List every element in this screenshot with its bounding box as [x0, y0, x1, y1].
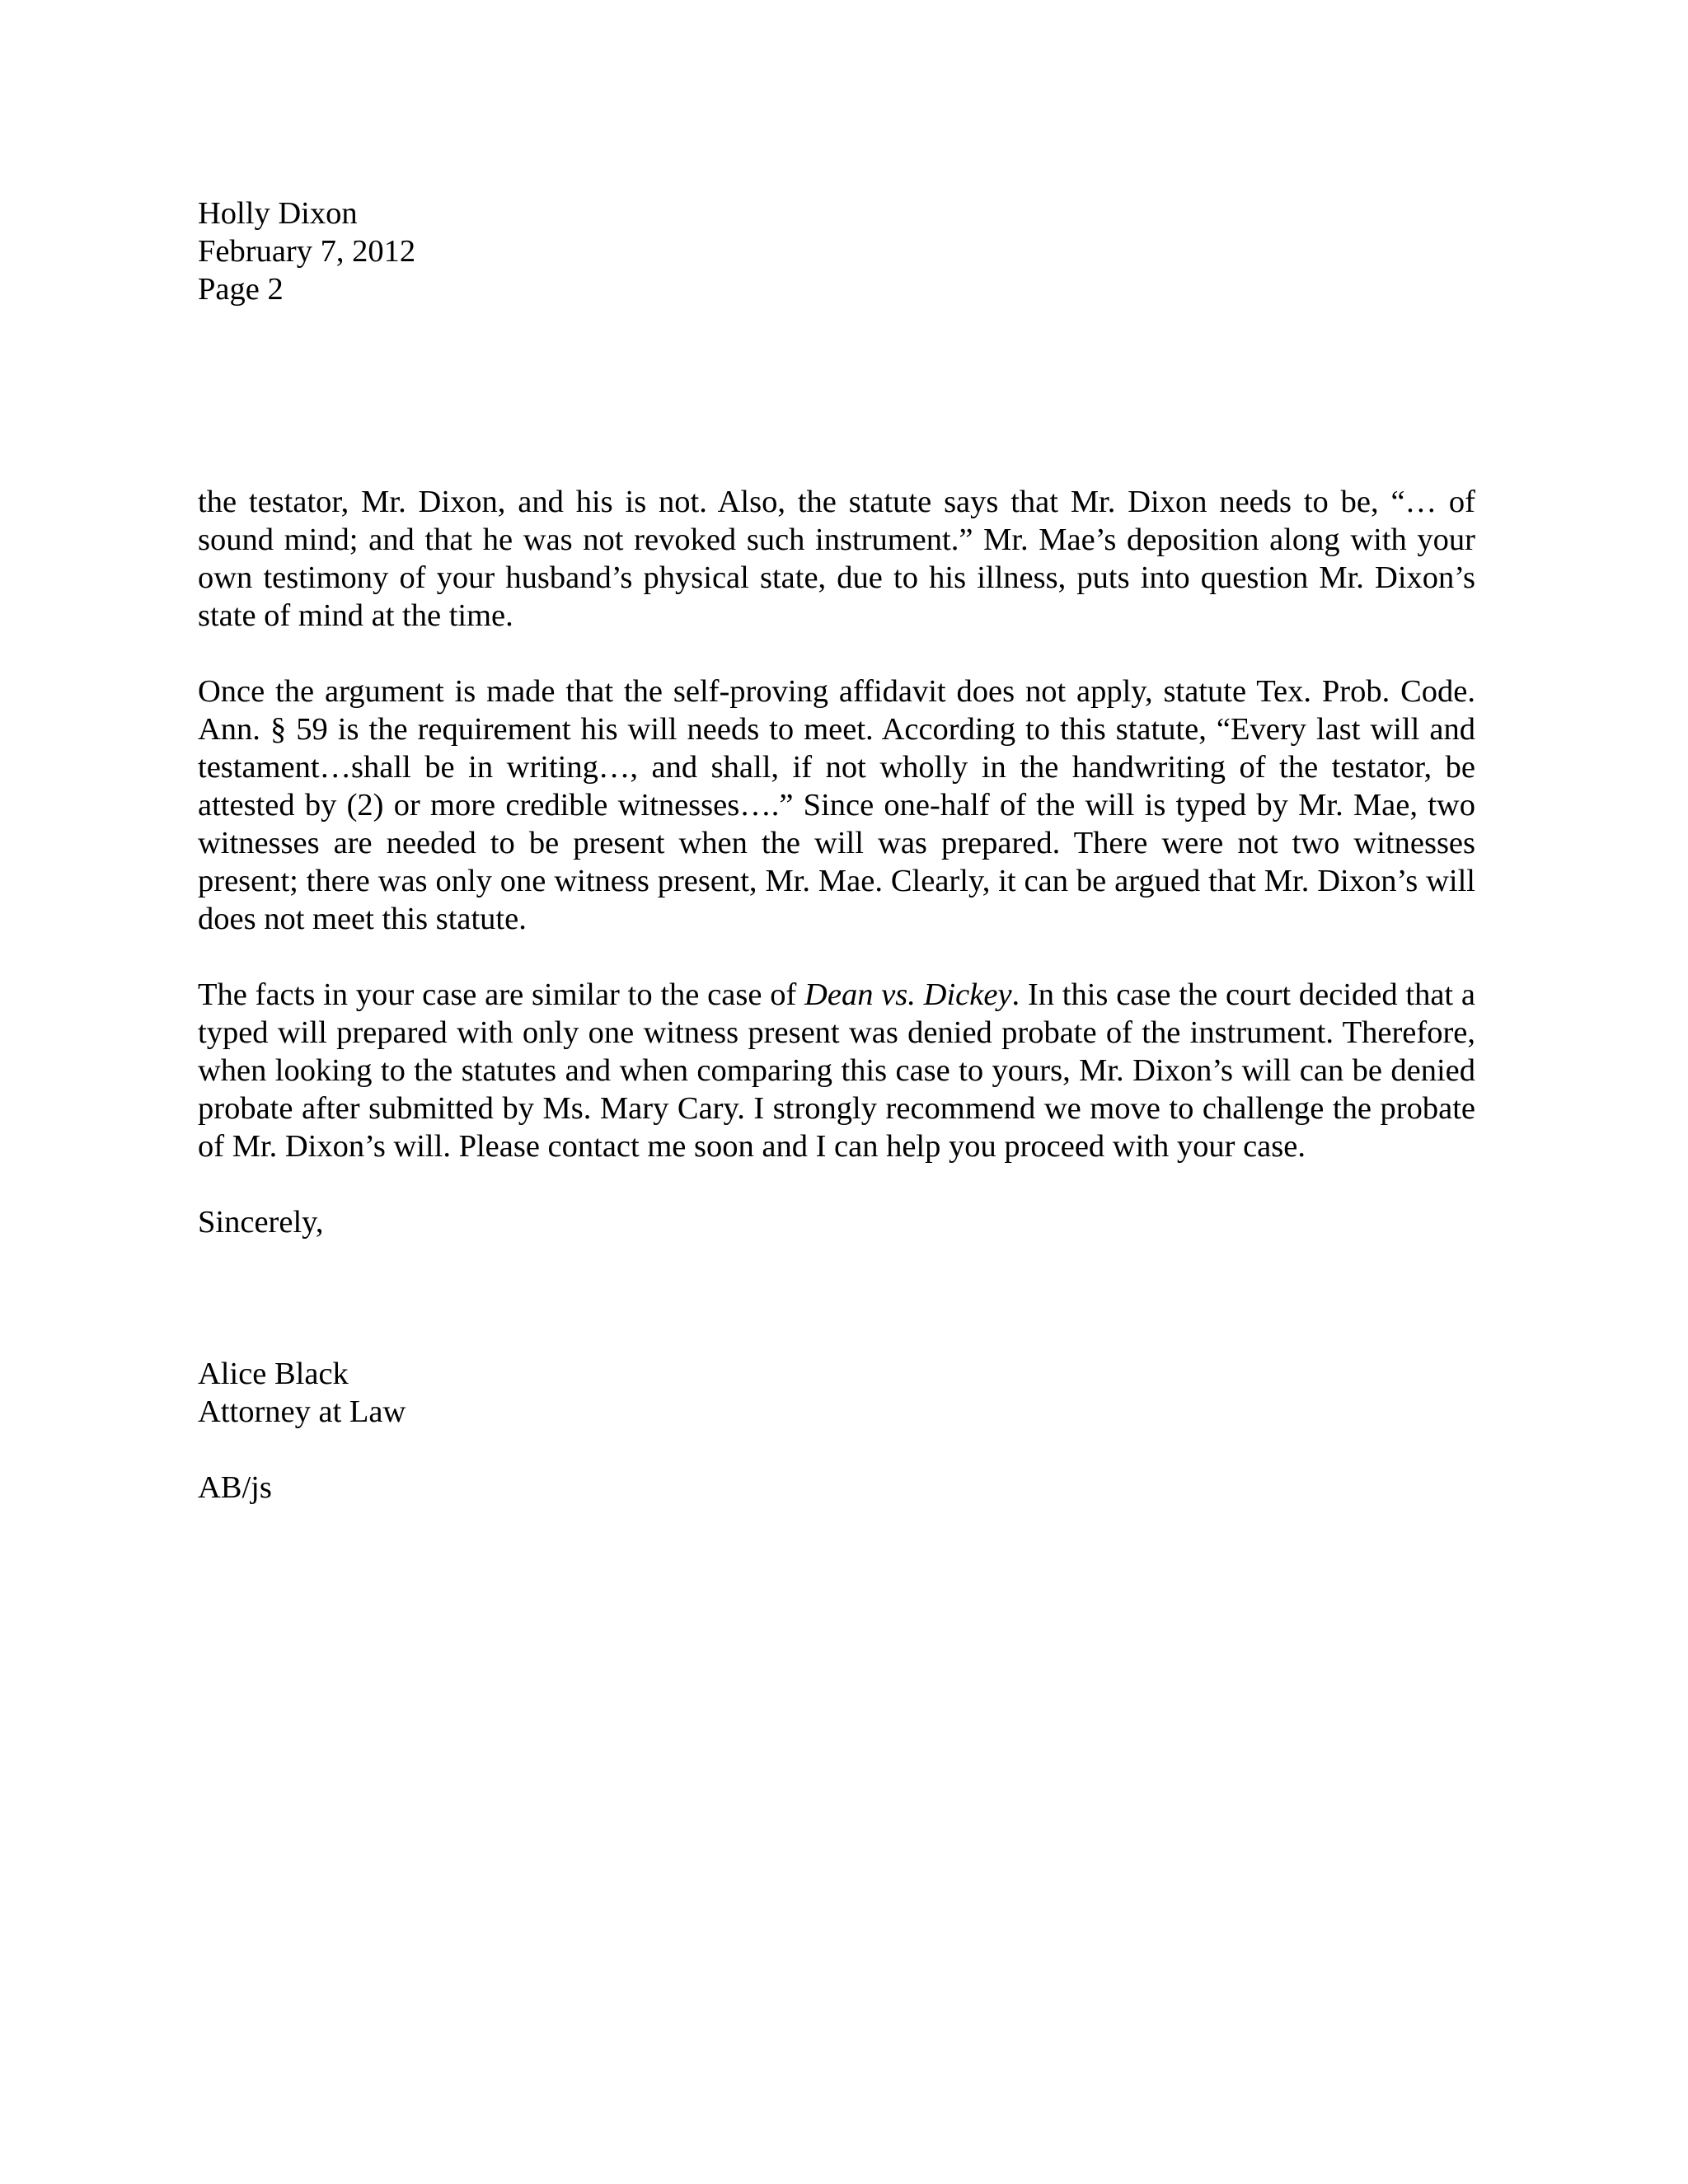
paragraph-3-intro: The facts in your case are similar to the case of — [198, 977, 805, 1012]
signer-title: Attorney at Law — [198, 1394, 406, 1429]
letter-date: February 7, 2012 — [198, 234, 416, 269]
closing-salutation: Sincerely, — [198, 1205, 324, 1240]
reference-initials: AB/js — [198, 1470, 272, 1505]
letter-body — [198, 483, 1475, 1241]
signer-name: Alice Black — [198, 1357, 349, 1391]
paragraph-2: Once the argument is made that the self-proving affidavit does not apply, statute Tex. Prob. Code. Ann. § 59 is the requirement his will needs to meet. According to this statute, “Every last will and testament…shall be in writing…, and shall, if not wholly in the handwriting of the testator, be attested by (2) or more credible witnesses….” Since one-half of the will is typed by Mr. Mae, two witnesses are needed to be present when the will was prepared. There were not two witnesses present; there was only one witness present, Mr. Mae. Clearly, it can be argued that Mr. Dixon’s will does not meet this statute. — [198, 674, 1475, 936]
paragraph-3-rest: . In this case the court decided that a typed will prepared with only one witness present was denied probate of the instrument. Therefore, when looking to the statutes and when comparing this case to yours, Mr. Dixon’s will can be denied probate after submitted by Ms. Mary Cary. I strongly recommend we move to challenge the probate of Mr. Dixon’s will. Please contact me soon and I can help you proceed with your case. — [198, 977, 1475, 1164]
letter-header — [198, 194, 1475, 308]
paragraph-3 — [198, 976, 1475, 1165]
letter-content — [198, 194, 1475, 1507]
signature-block — [198, 1355, 1475, 1507]
page-number: Page 2 — [198, 272, 284, 307]
recipient-name: Holly Dixon — [198, 196, 358, 231]
case-name: Dean vs. Dickey — [804, 977, 1012, 1012]
paragraph-1: the testator, Mr. Dixon, and his is not. Also, the statute says that Mr. Dixon needs to be, “… of sound mind; and that he was not revoked such instrument.” Mr. Mae’s deposition along with your own testimony of your husband’s physical state, due to his illness, puts into question Mr. Dixon’s state of mind at the time. — [198, 485, 1475, 633]
